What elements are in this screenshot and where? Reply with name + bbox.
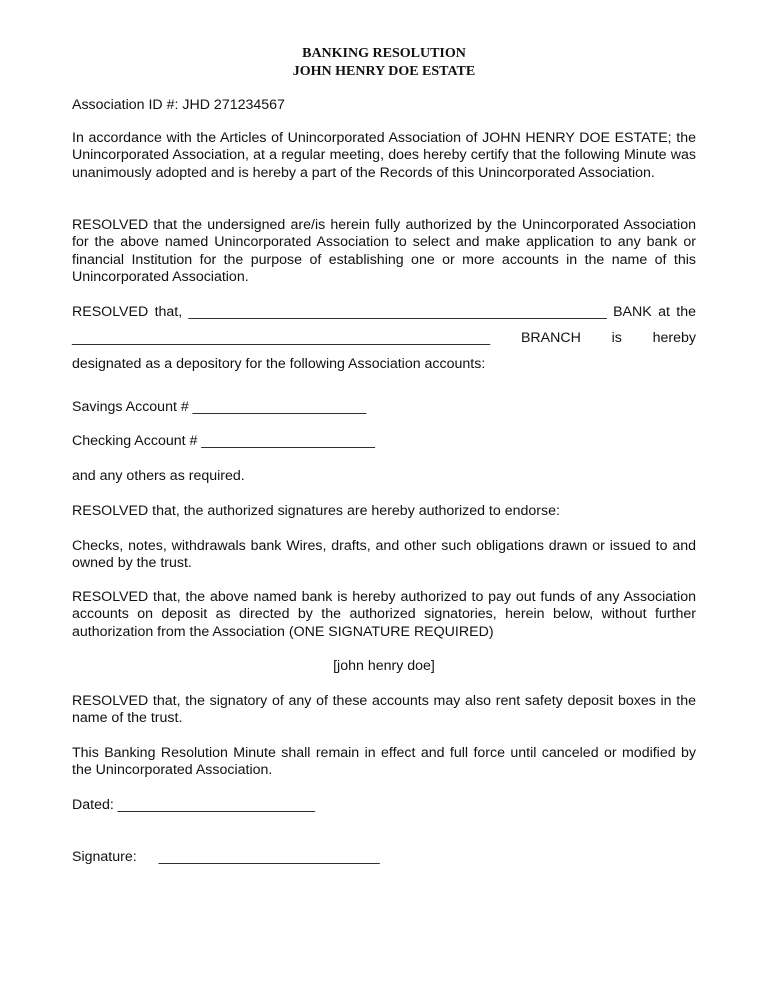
resolved-safety-paragraph: RESOLVED that, the signatory of any of these accounts may also rent safety deposit boxes in the name of the trust. — [72, 693, 696, 727]
others-line: and any others as required. — [72, 468, 245, 484]
signature-line — [72, 849, 696, 866]
checks-paragraph: Checks, notes, withdrawals bank Wires, drafts, and other such obligations drawn or issued to and owned by the trust. — [72, 538, 696, 572]
resolved-payout-paragraph: RESOLVED that, the above named bank is hereby authorized to pay out funds of any Association accounts on deposit as directed by the authorized signatories, herein below, without further authorization from the Association (ONE SIGNATURE REQUIRED) — [72, 589, 696, 640]
dated-line: Dated: _________________________ — [72, 797, 316, 813]
signatory-name: [john henry doe] — [333, 658, 435, 674]
document-subtitle: JOHN HENRY DOE ESTATE — [292, 64, 476, 79]
resolved-endorse-line: RESOLVED that, the authorized signatures are hereby authorized to endorse: — [72, 503, 560, 519]
resolved-authorized-paragraph: RESOLVED that the undersigned are/is herein fully authorized by the Unincorporated Association for the above named Unincorporated Association to select and make application to any bank or financial Institution for the purpose of establishing one or more accounts in the name of this Unincorporated Association. — [72, 217, 696, 286]
signature-blank: ____________________________ — [158, 849, 380, 865]
signature-label: Signature: — [72, 849, 137, 865]
branch-line: _____________________________________________________ BRANCH is hereby — [72, 330, 696, 346]
checking-account-line: Checking Account # ______________________ — [72, 433, 375, 449]
savings-account-line: Savings Account # ______________________ — [72, 399, 367, 415]
document-title: BANKING RESOLUTION — [302, 46, 466, 61]
association-id: Association ID #: JHD 271234567 — [72, 97, 285, 113]
bank-line: RESOLVED that, _____________________________________________________ BANK at the — [72, 304, 696, 320]
effect-paragraph: This Banking Resolution Minute shall remain in effect and full force until canceled or modified by the Unincorporated Association. — [72, 745, 696, 779]
depository-line: designated as a depository for the following Association accounts: — [72, 356, 486, 372]
intro-paragraph: In accordance with the Articles of Unincorporated Association of JOHN HENRY DOE ESTATE; the Unincorporated Association, at a regular meeting, does hereby certify that the following Minute was unanimously adopted and is hereby a part of the Records of this Unincorporated Association. — [72, 130, 696, 181]
